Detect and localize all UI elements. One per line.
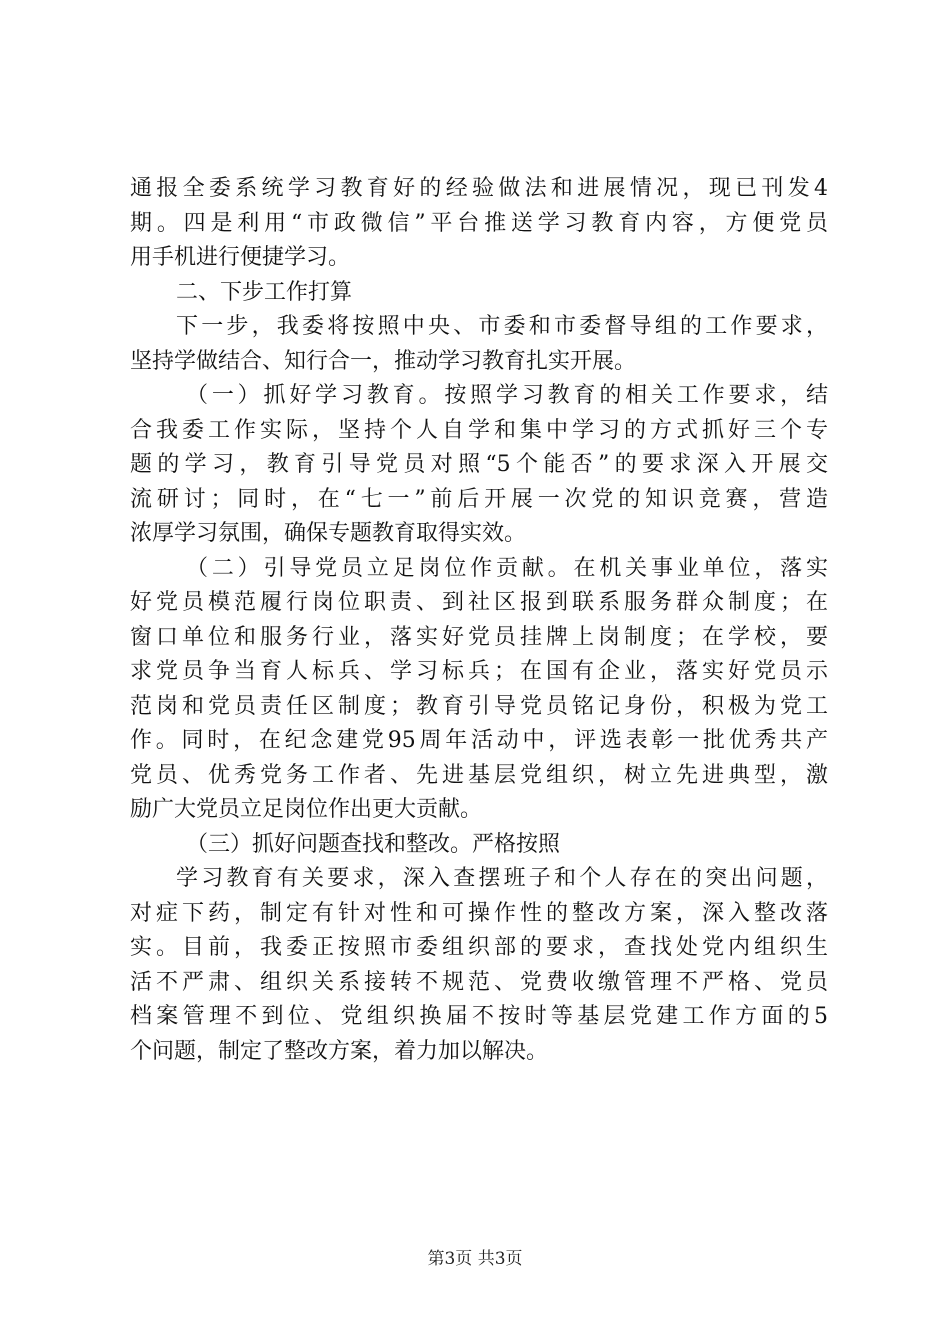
text-line: 求党员争当育人标兵、学习标兵；在国有企业，落实好党员示 bbox=[130, 659, 828, 684]
text-line: 好党员模范履行岗位职责、到社区报到联系服务群众制度；在 bbox=[130, 590, 828, 615]
text-line: 下一步，我委将按照中央、市委和市委督导组的工作要求， bbox=[176, 314, 828, 339]
text-line: 范岗和党员责任区制度；教育引导党员铭记身份，积极为党工 bbox=[130, 693, 828, 719]
text-line: 合我委工作实际，坚持个人自学和集中学习的方式抓好三个专 bbox=[130, 417, 828, 443]
text-line: 坚持学做结合、知行合一，推动学习教育扎实开展。 bbox=[130, 348, 637, 374]
text-line: 作。同时，在纪念建党95周年活动中，评选表彰一批优秀共产 bbox=[130, 728, 828, 753]
page-footer: 第3页 共3页 bbox=[427, 1249, 523, 1269]
document-body bbox=[130, 172, 828, 1069]
text-line: 个问题，制定了整改方案，着力加以解决。 bbox=[130, 1038, 549, 1064]
text-line: 实。目前，我委正按照市委组织部的要求，查找处党内组织生 bbox=[130, 935, 828, 960]
text-line: 活不严肃、组织关系接转不规范、党费收缴管理不严格、党员 bbox=[130, 969, 828, 995]
text-line: 用手机进行便捷学习。 bbox=[130, 245, 351, 270]
text-line: 档案管理不到位、党组织换届不按时等基层党建工作方面的5 bbox=[130, 1004, 828, 1029]
text-line: 窗口单位和服务行业，落实好党员挂牌上岗制度；在学校，要 bbox=[130, 624, 828, 650]
text-line: 通报全委系统学习教育好的经验做法和进展情况，现已刊发4 bbox=[130, 176, 828, 201]
text-line: 期。四是利用“市政微信”平台推送学习教育内容，方便党员 bbox=[130, 210, 828, 236]
text-line: 浓厚学习氛围，确保专题教育取得实效。 bbox=[130, 521, 527, 546]
text-line: 对症下药，制定有针对性和可操作性的整改方案，深入整改落 bbox=[130, 900, 828, 926]
text-line: （一）抓好学习教育。按照学习教育的相关工作要求，结 bbox=[186, 383, 828, 408]
text-line: 学习教育有关要求，深入查摆班子和个人存在的突出问题， bbox=[176, 866, 828, 891]
text-line: 流研讨；同时，在“七一”前后开展一次党的知识竞赛，营造 bbox=[130, 486, 828, 512]
text-line: （二）引导党员立足岗位作贡献。在机关事业单位，落实 bbox=[186, 555, 828, 581]
text-line: 励广大党员立足岗位作出更大贡献。 bbox=[130, 797, 483, 822]
text-line: （三）抓好问题查找和整改。严格按照 bbox=[186, 831, 561, 857]
text-line: 党员、优秀党务工作者、先进基层党组织，树立先进典型，激 bbox=[130, 762, 828, 788]
text-line: 题的学习，教育引导党员对照“5个能否”的要求深入开展交 bbox=[130, 452, 828, 477]
section-heading: 二、下步工作打算 bbox=[176, 279, 353, 305]
